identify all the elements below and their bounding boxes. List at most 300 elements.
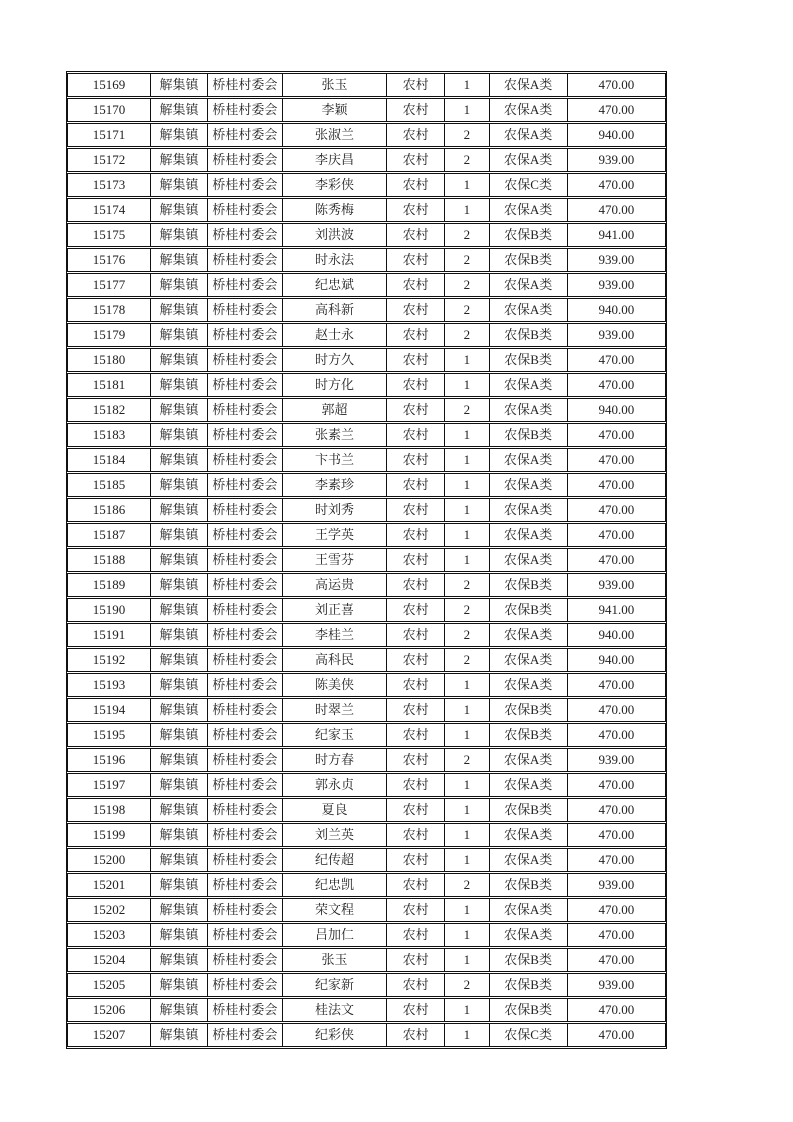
cell-person-count: 1: [445, 798, 490, 822]
table-row: [67, 773, 666, 797]
cell-amount: 470.00: [568, 723, 666, 747]
cell-record-id: 15195: [67, 723, 151, 747]
cell-person-name: 纪忠斌: [283, 273, 387, 297]
records-table-container: [66, 71, 667, 1049]
cell-amount: 470.00: [568, 373, 666, 397]
cell-record-id: 15179: [67, 323, 151, 347]
cell-amount: 470.00: [568, 848, 666, 872]
cell-person-count: 2: [445, 398, 490, 422]
cell-area-type: 农村: [387, 473, 445, 497]
cell-person-count: 2: [445, 648, 490, 672]
cell-area-type: 农村: [387, 273, 445, 297]
cell-person-name: 郭超: [283, 398, 387, 422]
cell-town: 解集镇: [151, 98, 208, 122]
cell-area-type: 农村: [387, 948, 445, 972]
cell-record-id: 15181: [67, 373, 151, 397]
cell-town: 解集镇: [151, 873, 208, 897]
cell-person-count: 1: [445, 673, 490, 697]
cell-amount: 940.00: [568, 298, 666, 322]
cell-record-id: 15177: [67, 273, 151, 297]
cell-record-id: 15187: [67, 523, 151, 547]
cell-village-committee: 桥桂村委会: [208, 873, 283, 897]
cell-town: 解集镇: [151, 848, 208, 872]
cell-village-committee: 桥桂村委会: [208, 923, 283, 947]
cell-town: 解集镇: [151, 348, 208, 372]
cell-amount: 939.00: [568, 273, 666, 297]
cell-record-id: 15180: [67, 348, 151, 372]
cell-insurance-category: 农保A类: [490, 648, 568, 672]
cell-person-name: 荣文程: [283, 898, 387, 922]
cell-area-type: 农村: [387, 923, 445, 947]
cell-person-count: 1: [445, 823, 490, 847]
cell-record-id: 15184: [67, 448, 151, 472]
cell-insurance-category: 农保A类: [490, 623, 568, 647]
cell-person-name: 时方久: [283, 348, 387, 372]
table-row: [67, 148, 666, 172]
cell-record-id: 15182: [67, 398, 151, 422]
cell-area-type: 农村: [387, 148, 445, 172]
cell-record-id: 15191: [67, 623, 151, 647]
cell-person-name: 夏良: [283, 798, 387, 822]
cell-village-committee: 桥桂村委会: [208, 373, 283, 397]
cell-village-committee: 桥桂村委会: [208, 173, 283, 197]
cell-village-committee: 桥桂村委会: [208, 798, 283, 822]
cell-insurance-category: 农保B类: [490, 698, 568, 722]
cell-person-name: 时永法: [283, 248, 387, 272]
cell-record-id: 15194: [67, 698, 151, 722]
table-row: [67, 123, 666, 147]
cell-record-id: 15183: [67, 423, 151, 447]
cell-town: 解集镇: [151, 73, 208, 97]
cell-amount: 470.00: [568, 998, 666, 1022]
cell-person-count: 1: [445, 173, 490, 197]
cell-village-committee: 桥桂村委会: [208, 148, 283, 172]
cell-area-type: 农村: [387, 398, 445, 422]
cell-person-name: 卞书兰: [283, 448, 387, 472]
cell-amount: 940.00: [568, 648, 666, 672]
cell-person-count: 2: [445, 748, 490, 772]
cell-area-type: 农村: [387, 248, 445, 272]
cell-village-committee: 桥桂村委会: [208, 98, 283, 122]
cell-insurance-category: 农保B类: [490, 223, 568, 247]
cell-village-committee: 桥桂村委会: [208, 848, 283, 872]
cell-person-name: 赵士永: [283, 323, 387, 347]
cell-town: 解集镇: [151, 923, 208, 947]
cell-amount: 939.00: [568, 148, 666, 172]
cell-area-type: 农村: [387, 173, 445, 197]
cell-record-id: 15173: [67, 173, 151, 197]
table-row: [67, 973, 666, 997]
cell-person-count: 1: [445, 923, 490, 947]
cell-village-committee: 桥桂村委会: [208, 673, 283, 697]
cell-person-name: 刘正喜: [283, 598, 387, 622]
cell-record-id: 15171: [67, 123, 151, 147]
cell-record-id: 15198: [67, 798, 151, 822]
cell-town: 解集镇: [151, 223, 208, 247]
cell-person-name: 桂法文: [283, 998, 387, 1022]
cell-person-count: 1: [445, 73, 490, 97]
table-row: [67, 598, 666, 622]
cell-town: 解集镇: [151, 773, 208, 797]
cell-record-id: 15205: [67, 973, 151, 997]
cell-amount: 470.00: [568, 773, 666, 797]
cell-insurance-category: 农保A类: [490, 773, 568, 797]
cell-area-type: 农村: [387, 298, 445, 322]
cell-insurance-category: 农保A类: [490, 748, 568, 772]
cell-village-committee: 桥桂村委会: [208, 623, 283, 647]
cell-insurance-category: 农保B类: [490, 973, 568, 997]
cell-record-id: 15186: [67, 498, 151, 522]
cell-amount: 939.00: [568, 323, 666, 347]
cell-insurance-category: 农保A类: [490, 898, 568, 922]
cell-person-count: 2: [445, 223, 490, 247]
table-row: [67, 73, 666, 97]
cell-village-committee: 桥桂村委会: [208, 323, 283, 347]
cell-insurance-category: 农保A类: [490, 548, 568, 572]
insurance-records-table: [66, 71, 667, 1049]
cell-person-name: 王雪芬: [283, 548, 387, 572]
cell-area-type: 农村: [387, 623, 445, 647]
cell-town: 解集镇: [151, 323, 208, 347]
cell-person-name: 李彩侠: [283, 173, 387, 197]
cell-town: 解集镇: [151, 948, 208, 972]
cell-person-count: 1: [445, 523, 490, 547]
cell-town: 解集镇: [151, 648, 208, 672]
cell-insurance-category: 农保B类: [490, 798, 568, 822]
cell-village-committee: 桥桂村委会: [208, 748, 283, 772]
cell-record-id: 15207: [67, 1023, 151, 1047]
cell-insurance-category: 农保C类: [490, 1023, 568, 1047]
cell-amount: 470.00: [568, 548, 666, 572]
table-row: [67, 273, 666, 297]
cell-record-id: 15176: [67, 248, 151, 272]
cell-town: 解集镇: [151, 198, 208, 222]
cell-person-count: 1: [445, 848, 490, 872]
cell-town: 解集镇: [151, 523, 208, 547]
cell-record-id: 15192: [67, 648, 151, 672]
cell-area-type: 农村: [387, 98, 445, 122]
table-row: [67, 873, 666, 897]
cell-insurance-category: 农保A类: [490, 198, 568, 222]
cell-area-type: 农村: [387, 73, 445, 97]
cell-insurance-category: 农保B类: [490, 723, 568, 747]
cell-insurance-category: 农保A类: [490, 73, 568, 97]
cell-town: 解集镇: [151, 473, 208, 497]
cell-village-committee: 桥桂村委会: [208, 423, 283, 447]
cell-village-committee: 桥桂村委会: [208, 123, 283, 147]
cell-person-name: 纪家新: [283, 973, 387, 997]
cell-village-committee: 桥桂村委会: [208, 648, 283, 672]
cell-area-type: 农村: [387, 748, 445, 772]
cell-person-name: 郭永贞: [283, 773, 387, 797]
cell-amount: 470.00: [568, 1023, 666, 1047]
cell-amount: 470.00: [568, 498, 666, 522]
cell-town: 解集镇: [151, 798, 208, 822]
cell-area-type: 农村: [387, 573, 445, 597]
cell-insurance-category: 农保A类: [490, 923, 568, 947]
cell-person-name: 时方春: [283, 748, 387, 772]
cell-insurance-category: 农保B类: [490, 873, 568, 897]
cell-person-name: 李桂兰: [283, 623, 387, 647]
cell-village-committee: 桥桂村委会: [208, 573, 283, 597]
table-row: [67, 723, 666, 747]
cell-record-id: 15178: [67, 298, 151, 322]
cell-insurance-category: 农保A类: [490, 373, 568, 397]
cell-person-count: 1: [445, 473, 490, 497]
table-row: [67, 298, 666, 322]
table-row: [67, 1023, 666, 1047]
cell-person-count: 1: [445, 348, 490, 372]
cell-village-committee: 桥桂村委会: [208, 248, 283, 272]
cell-area-type: 农村: [387, 973, 445, 997]
cell-person-name: 纪家玉: [283, 723, 387, 747]
cell-person-name: 张淑兰: [283, 123, 387, 147]
cell-person-count: 1: [445, 423, 490, 447]
cell-record-id: 15201: [67, 873, 151, 897]
cell-insurance-category: 农保A类: [490, 273, 568, 297]
cell-village-committee: 桥桂村委会: [208, 548, 283, 572]
cell-person-count: 1: [445, 948, 490, 972]
cell-area-type: 农村: [387, 723, 445, 747]
cell-insurance-category: 农保B类: [490, 323, 568, 347]
cell-person-name: 时翠兰: [283, 698, 387, 722]
cell-person-count: 1: [445, 998, 490, 1022]
cell-town: 解集镇: [151, 723, 208, 747]
cell-town: 解集镇: [151, 598, 208, 622]
cell-village-committee: 桥桂村委会: [208, 948, 283, 972]
cell-amount: 470.00: [568, 473, 666, 497]
cell-record-id: 15203: [67, 923, 151, 947]
cell-person-count: 1: [445, 773, 490, 797]
table-row: [67, 923, 666, 947]
cell-insurance-category: 农保B类: [490, 248, 568, 272]
cell-town: 解集镇: [151, 623, 208, 647]
cell-village-committee: 桥桂村委会: [208, 698, 283, 722]
table-row: [67, 673, 666, 697]
cell-village-committee: 桥桂村委会: [208, 1023, 283, 1047]
cell-person-name: 高科民: [283, 648, 387, 672]
cell-person-name: 时方化: [283, 373, 387, 397]
cell-area-type: 农村: [387, 198, 445, 222]
table-row: [67, 548, 666, 572]
cell-person-count: 2: [445, 248, 490, 272]
cell-person-count: 1: [445, 98, 490, 122]
cell-area-type: 农村: [387, 598, 445, 622]
cell-person-name: 张玉: [283, 948, 387, 972]
cell-area-type: 农村: [387, 498, 445, 522]
cell-town: 解集镇: [151, 148, 208, 172]
cell-amount: 470.00: [568, 448, 666, 472]
cell-town: 解集镇: [151, 423, 208, 447]
cell-area-type: 农村: [387, 698, 445, 722]
cell-area-type: 农村: [387, 423, 445, 447]
cell-amount: 470.00: [568, 798, 666, 822]
cell-insurance-category: 农保B类: [490, 348, 568, 372]
table-row: [67, 173, 666, 197]
cell-person-name: 刘兰英: [283, 823, 387, 847]
cell-village-committee: 桥桂村委会: [208, 223, 283, 247]
cell-village-committee: 桥桂村委会: [208, 398, 283, 422]
cell-insurance-category: 农保B类: [490, 423, 568, 447]
cell-town: 解集镇: [151, 248, 208, 272]
cell-amount: 470.00: [568, 948, 666, 972]
cell-area-type: 农村: [387, 823, 445, 847]
cell-record-id: 15190: [67, 598, 151, 622]
cell-record-id: 15169: [67, 73, 151, 97]
cell-amount: 939.00: [568, 748, 666, 772]
cell-village-committee: 桥桂村委会: [208, 73, 283, 97]
cell-person-count: 2: [445, 573, 490, 597]
cell-person-count: 2: [445, 323, 490, 347]
cell-person-name: 吕加仁: [283, 923, 387, 947]
table-row: [67, 823, 666, 847]
cell-person-count: 2: [445, 598, 490, 622]
cell-person-count: 1: [445, 498, 490, 522]
cell-town: 解集镇: [151, 373, 208, 397]
table-row: [67, 648, 666, 672]
cell-amount: 470.00: [568, 73, 666, 97]
cell-town: 解集镇: [151, 548, 208, 572]
table-row: [67, 848, 666, 872]
cell-amount: 939.00: [568, 973, 666, 997]
cell-person-name: 纪彩侠: [283, 1023, 387, 1047]
cell-area-type: 农村: [387, 1023, 445, 1047]
table-row: [67, 948, 666, 972]
cell-area-type: 农村: [387, 798, 445, 822]
cell-area-type: 农村: [387, 323, 445, 347]
cell-town: 解集镇: [151, 748, 208, 772]
cell-town: 解集镇: [151, 173, 208, 197]
table-row: [67, 498, 666, 522]
cell-insurance-category: 农保B类: [490, 598, 568, 622]
cell-record-id: 15189: [67, 573, 151, 597]
cell-person-name: 李素珍: [283, 473, 387, 497]
cell-village-committee: 桥桂村委会: [208, 473, 283, 497]
cell-village-committee: 桥桂村委会: [208, 973, 283, 997]
cell-person-name: 陈美侠: [283, 673, 387, 697]
cell-amount: 470.00: [568, 898, 666, 922]
cell-person-name: 李庆昌: [283, 148, 387, 172]
cell-village-committee: 桥桂村委会: [208, 298, 283, 322]
table-row: [67, 198, 666, 222]
cell-area-type: 农村: [387, 998, 445, 1022]
table-row: [67, 573, 666, 597]
cell-area-type: 农村: [387, 448, 445, 472]
table-row: [67, 223, 666, 247]
table-row: [67, 248, 666, 272]
table-row: [67, 998, 666, 1022]
cell-insurance-category: 农保A类: [490, 298, 568, 322]
cell-insurance-category: 农保A类: [490, 823, 568, 847]
table-row: [67, 448, 666, 472]
cell-town: 解集镇: [151, 398, 208, 422]
cell-amount: 940.00: [568, 398, 666, 422]
cell-person-count: 2: [445, 973, 490, 997]
cell-area-type: 农村: [387, 648, 445, 672]
cell-area-type: 农村: [387, 373, 445, 397]
cell-person-name: 刘洪波: [283, 223, 387, 247]
cell-insurance-category: 农保B类: [490, 948, 568, 972]
cell-insurance-category: 农保A类: [490, 473, 568, 497]
cell-insurance-category: 农保A类: [490, 848, 568, 872]
cell-amount: 939.00: [568, 248, 666, 272]
cell-insurance-category: 农保B类: [490, 998, 568, 1022]
table-row: [67, 348, 666, 372]
cell-amount: 939.00: [568, 873, 666, 897]
cell-person-name: 时刘秀: [283, 498, 387, 522]
cell-village-committee: 桥桂村委会: [208, 448, 283, 472]
cell-town: 解集镇: [151, 123, 208, 147]
cell-record-id: 15185: [67, 473, 151, 497]
cell-area-type: 农村: [387, 673, 445, 697]
cell-person-count: 1: [445, 723, 490, 747]
cell-person-count: 2: [445, 873, 490, 897]
cell-area-type: 农村: [387, 348, 445, 372]
cell-person-name: 陈秀梅: [283, 198, 387, 222]
cell-insurance-category: 农保A类: [490, 398, 568, 422]
cell-record-id: 15172: [67, 148, 151, 172]
cell-area-type: 农村: [387, 548, 445, 572]
cell-person-count: 1: [445, 548, 490, 572]
cell-village-committee: 桥桂村委会: [208, 773, 283, 797]
cell-area-type: 农村: [387, 848, 445, 872]
cell-insurance-category: 农保A类: [490, 148, 568, 172]
cell-amount: 470.00: [568, 423, 666, 447]
table-row: [67, 373, 666, 397]
cell-amount: 940.00: [568, 123, 666, 147]
cell-insurance-category: 农保A类: [490, 673, 568, 697]
cell-amount: 941.00: [568, 598, 666, 622]
cell-area-type: 农村: [387, 773, 445, 797]
cell-village-committee: 桥桂村委会: [208, 348, 283, 372]
cell-amount: 470.00: [568, 923, 666, 947]
table-row: [67, 798, 666, 822]
cell-person-count: 1: [445, 898, 490, 922]
cell-village-committee: 桥桂村委会: [208, 273, 283, 297]
cell-area-type: 农村: [387, 523, 445, 547]
table-row: [67, 423, 666, 447]
cell-town: 解集镇: [151, 1023, 208, 1047]
cell-amount: 470.00: [568, 523, 666, 547]
cell-town: 解集镇: [151, 298, 208, 322]
table-row: [67, 623, 666, 647]
table-row: [67, 748, 666, 772]
cell-insurance-category: 农保C类: [490, 173, 568, 197]
cell-record-id: 15204: [67, 948, 151, 972]
cell-record-id: 15199: [67, 823, 151, 847]
cell-person-name: 纪忠凯: [283, 873, 387, 897]
cell-person-count: 2: [445, 148, 490, 172]
cell-village-committee: 桥桂村委会: [208, 498, 283, 522]
cell-record-id: 15175: [67, 223, 151, 247]
cell-insurance-category: 农保A类: [490, 523, 568, 547]
cell-amount: 941.00: [568, 223, 666, 247]
cell-person-count: 2: [445, 623, 490, 647]
cell-person-name: 高科新: [283, 298, 387, 322]
cell-amount: 470.00: [568, 823, 666, 847]
cell-town: 解集镇: [151, 823, 208, 847]
cell-insurance-category: 农保B类: [490, 573, 568, 597]
cell-person-name: 纪传超: [283, 848, 387, 872]
cell-person-count: 2: [445, 298, 490, 322]
cell-insurance-category: 农保A类: [490, 498, 568, 522]
cell-village-committee: 桥桂村委会: [208, 723, 283, 747]
cell-village-committee: 桥桂村委会: [208, 898, 283, 922]
cell-amount: 470.00: [568, 173, 666, 197]
cell-area-type: 农村: [387, 123, 445, 147]
cell-town: 解集镇: [151, 273, 208, 297]
cell-town: 解集镇: [151, 698, 208, 722]
